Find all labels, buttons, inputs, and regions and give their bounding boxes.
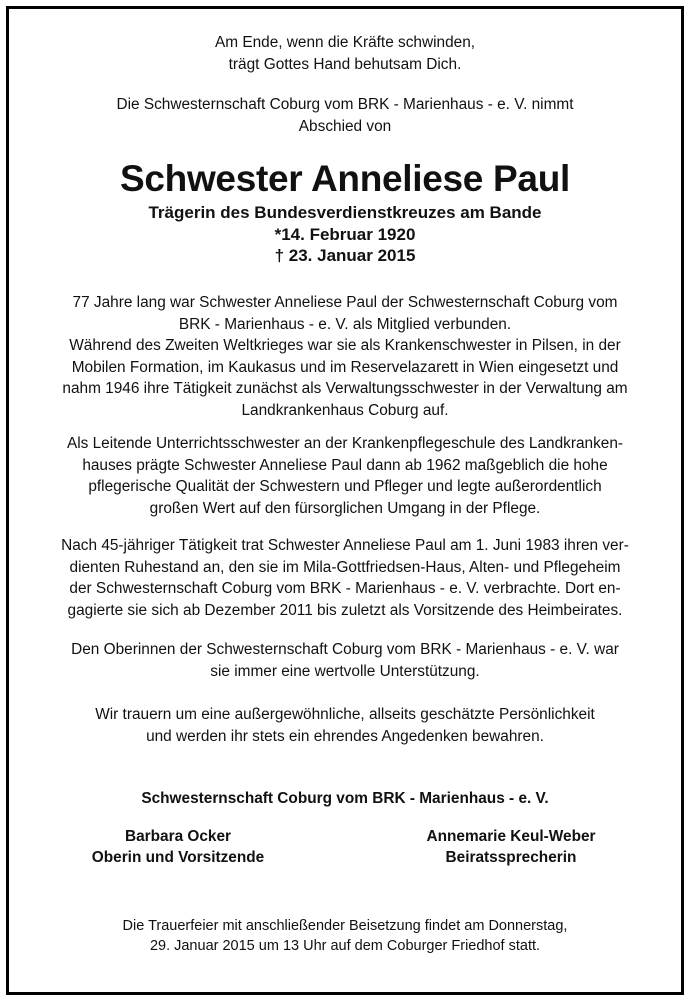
text-line: und werden ihr stets ein ehrendes Angedenken bewahren.	[146, 727, 544, 745]
text-line: pflegerische Qualität der Schwestern und Pfleger und legte außerordentlich	[88, 478, 602, 495]
funeral-line: 29. Januar 2015 um 13 Uhr auf dem Coburger Friedhof statt.	[149, 938, 541, 954]
text-line: BRK - Marienhaus - e. V. als Mitglied verbunden.	[178, 315, 512, 333]
text-line: Wir trauern um eine außergewöhnliche, allseits geschätzte Persönlichkeit	[95, 706, 595, 723]
text-line: Als Leitende Unterrichtsschwester an der Krankenpflegeschule des Landkranken-	[66, 435, 624, 452]
farewell-text	[0, 94, 690, 137]
text-line: Nach 45-jähriger Tätigkeit trat Schwester Anneliese Paul am 1. Juni 1983 ihren ver-	[61, 537, 629, 554]
organization-name: Schwesternschaft Coburg vom BRK - Marienhaus - e. V.	[141, 790, 549, 807]
text-line: 77 Jahre lang war Schwester Anneliese Paul der Schwesternschaft Coburg vom	[72, 294, 618, 311]
signatory-right	[381, 826, 641, 868]
text-line: gagierte sie sich ab Dezember 2011 bis zuletzt als Vorsitzende des Heimbeirates.	[67, 601, 623, 619]
deceased-name: Schwester Anneliese Paul	[119, 158, 570, 199]
funeral-notice	[0, 916, 690, 956]
text-line: Während des Zweiten Weltkrieges war sie als Krankenschwester in Pilsen, in der	[69, 337, 621, 354]
verse	[0, 32, 690, 75]
verse-line: trägt Gottes Hand behutsam Dich.	[228, 55, 462, 73]
paragraph-mourning	[0, 704, 690, 747]
farewell-line: Abschied von	[298, 117, 392, 135]
funeral-line: Die Trauerfeier mit anschließender Beisetzung findet am Donnerstag,	[122, 918, 568, 934]
signatory-left	[48, 826, 308, 868]
text-line: hauses prägte Schwester Anneliese Paul dann ab 1962 maßgeblich die hohe	[82, 456, 608, 474]
text-line: großen Wert auf den fürsorglichen Umgang in der Pflege.	[149, 499, 541, 517]
birth-date: *14. Februar 1920	[274, 224, 416, 244]
paragraph-teaching	[0, 433, 690, 519]
farewell-line: Die Schwesternschaft Coburg vom BRK - Marienhaus - e. V. nimmt	[116, 96, 574, 113]
verse-line: Am Ende, wenn die Kräfte schwinden,	[214, 34, 476, 51]
paragraph-biography	[0, 292, 690, 421]
text-line: dienten Ruhestand an, den sie im Mila-Gottfriedsen-Haus, Alten- und Pflegeheim	[69, 558, 621, 576]
honor-line: Trägerin des Bundesverdienstkreuzes am Bande	[148, 203, 542, 222]
text-line: Mobilen Formation, im Kaukasus und im Reservelazarett in Wien eingesetzt und	[71, 358, 619, 376]
death-date: † 23. Januar 2015	[274, 246, 416, 265]
signatory-name: Annemarie Keul-Weber	[426, 828, 596, 845]
text-line: der Schwesternschaft Coburg vom BRK - Marienhaus - e. V. verbrachte. Dort en-	[69, 580, 621, 597]
signatory-role: Oberin und Vorsitzende	[91, 849, 265, 866]
signatory-role: Beiratssprecherin	[445, 849, 577, 866]
text-line: nahm 1946 ihre Tätigkeit zunächst als Verwaltungsschwester in der Verwaltung am	[62, 380, 628, 397]
text-line: sie immer eine wertvolle Unterstützung.	[210, 662, 480, 680]
deceased-details	[0, 202, 690, 267]
signatory-name: Barbara Ocker	[124, 828, 232, 845]
paragraph-support	[0, 639, 690, 682]
text-line: Den Oberinnen der Schwesternschaft Coburg vom BRK - Marienhaus - e. V. war	[71, 641, 619, 658]
paragraph-retirement	[0, 535, 690, 621]
text-line: Landkrankenhaus Coburg auf.	[241, 401, 449, 419]
